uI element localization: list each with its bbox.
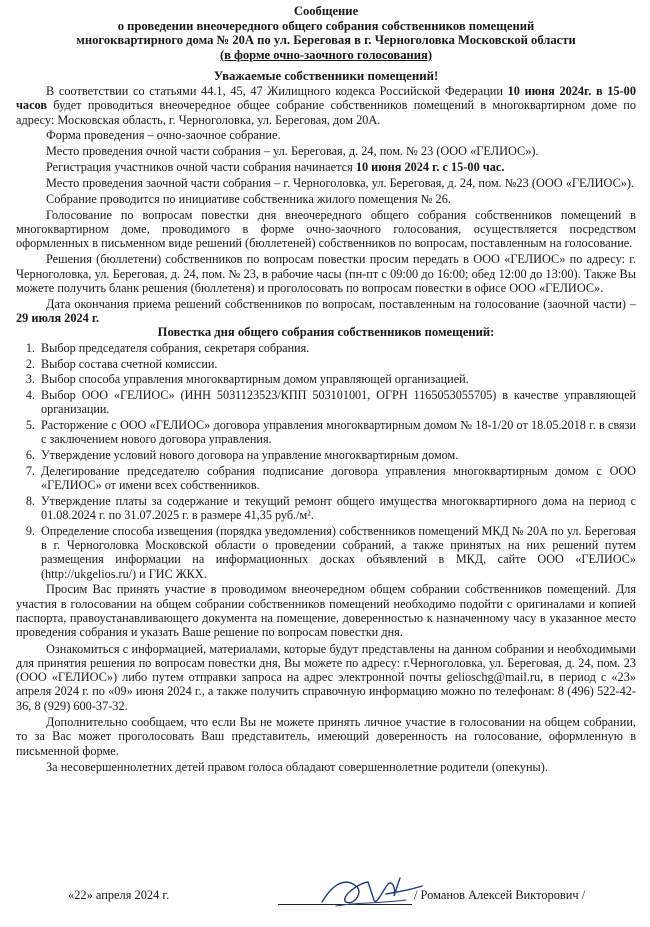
registration-datetime: 10 июня 2024 г. с 15-00 час. [355, 159, 505, 174]
agenda-item: 8. Утверждение платы за содержание и текущий ремонт общего имущества многоквартирного дома на период с 01.08.2024 г. по 31.07.2025 г. в размере 41,35 руб./м². [38, 494, 636, 522]
notice-date: «22» апреля 2024 г. [68, 888, 170, 902]
participate-paragraph: Просим Вас принять участие в проводимом внеочередном общем собрании собственников помещений. Для участия в голосовании на общем собрании собственников помещений необходимо подойти с оригиналами и копией паспорта, правоустанавливающего документа на помещение, доверенностью к назначенному часу в указанное место проведения собрания и указать Ваше решение по вопросам повестки дня. [16, 582, 636, 640]
remote-place-paragraph: Место проведения заочной части собрания – г. Черноголовка, ул. Береговая, д. 24, пом. №23 (ООО «ГЕЛИОС»). [46, 175, 635, 190]
intro-text-a: В соответствии со статьями 44.1, 45, 47 Жилищного кодекса Российской Федерации [46, 84, 508, 98]
header-line-1: Сообщение [293, 4, 359, 18]
header-line-2: о проведении внеочередного общего собрания собственников помещений [117, 18, 535, 33]
agenda-item: 5. Расторжение с ООО «ГЕЛИОС» договора управления многоквартирным домом № 18-1/20 от 18.05.2018 г. в связи с заключением нового договора управления. [38, 418, 636, 446]
meeting-datetime: 10 июня 2024г. в 15-00 часов [16, 84, 636, 113]
agenda-title: Повестка дня общего собрания собственников помещений: [157, 325, 495, 340]
deadline-text: Дата окончания приема решений собственников по вопросам, поставленным на голосование (заочной части) – [46, 296, 636, 311]
handwritten-signature-icon [316, 872, 426, 916]
header-line-4: (в форме очно-заочного голосования) [219, 47, 433, 62]
initiator-paragraph: Собрание проводится по инициативе собственника жилого помещения № 26. [46, 192, 451, 207]
agenda-item: 2. Выбор состава счетной комиссии. [38, 357, 636, 371]
intro-text-c: будет проводиться внеочередное общее собрание собственников помещений в многоквартирном доме по адресу: Московская область, г. Черноголовка, ул. Береговая, дом 20А. [16, 98, 636, 127]
form-paragraph: Форма проведения – очно-заочное собрание. [46, 128, 281, 143]
agenda-item: 4. Выбор ООО «ГЕЛИОС» (ИНН 5031123523/КПП 503101001, ОГРН 1165053055705) в качестве управляющей организации. [38, 388, 636, 416]
agenda-item: 9. Определение способа извещения (порядка уведомления) собственников помещений МКД № 20А по ул. Береговая в г. Черноголовка Московской области о проведении собраний, а также принятых на них решений путем размещения информации на информационных досках объявлений в МКД, сайте ООО «ГЕЛИОС» (http://ukgelios.ru/) и ГИС ЖКХ. [38, 524, 636, 581]
representative-paragraph: Дополнительно сообщаем, что если Вы не можете принять личное участие в голосовании на общем собрании, то за Вас может проголосовать Ваш представитель, имеющий доверенность на голосование, оформленную в письменной форме. [16, 715, 636, 758]
registration-text: Регистрация участников очной части собрания начинается [46, 159, 356, 174]
agenda-item: 6. Утверждение условий нового договора на управление многоквартирным домом. [38, 448, 636, 462]
agenda-item: 1. Выбор председателя собрания, секретаря собрания. [38, 341, 636, 355]
minors-paragraph: За несовершеннолетних детей правом голоса обладают совершеннолетние родители (опекуны). [46, 759, 548, 774]
agenda-item: 3. Выбор способа управления многоквартирным домом управляющей организацией. [38, 372, 636, 386]
deadline-paragraph [16, 297, 636, 326]
deadline-date: 29 июля 2024 г. [16, 310, 100, 325]
signer-name: / Романов Алексей Викторович / [414, 888, 586, 902]
registration-paragraph [16, 160, 636, 174]
agenda-list [16, 341, 636, 581]
notice-page [16, 4, 636, 902]
notice-header [16, 4, 636, 62]
inperson-place-paragraph: Место проведения очной части собрания – ул. Береговая, д. 24, пом. № 23 (ООО «ГЕЛИОС»). [46, 144, 539, 159]
header-line-3: многоквартирного дома № 20А по ул. Береговая в г. Черноголовка Московской области [76, 33, 576, 47]
intro-paragraph [16, 84, 636, 127]
ballots-paragraph: Решения (бюллетени) собственников по вопросам повестки просим передать в ООО «ГЕЛИОС» по адресу: г. Черноголовка, ул. Береговая, д. 24, пом. № 23, в рабочие часы (пн-пт с 09:00 до 16:00; обед 12:00 до 13:00). Также Вы можете получить бланк решения (бюллетеня) и проголосовать по вопросам повестки в офисе ООО «ГЕЛИОС». [16, 252, 636, 295]
greeting: Уважаемые собственники помещений! [213, 69, 439, 83]
signature-block [16, 884, 636, 924]
agenda-item: 7. Делегирование председателю собрания подписание договора управления многоквартирным домом с ООО «ГЕЛИОС» от имени всех собственников. [38, 464, 636, 492]
voting-paragraph: Голосование по вопросам повестки дня внеочередного общего собрания собственников помещений в многоквартирном доме, проводимого в форме очно-заочного голосования, осуществляется посредством оформленных в письменном виде решений (бюллетеней) собственников по вопросам, поставленным на голосование. [16, 207, 636, 251]
materials-paragraph: Ознакомиться с информацией, материалами, которые будут представлены на данном собрании и необходимыми для принятия решения по вопросам повестки дня, Вы можете по адресу: г.Черноголовка, ул. Береговая, д. 24, пом. 23 (ООО «ГЕЛИОС») либо путем отправки запроса на адрес электронной почты gelioschg@mail.ru, в период с «23» апреля 2024 г. по «09» июня 2024 г., а также получить справочную информацию можно по телефонам: 8 (496) 522-42-36, 8 (929) 600-37-32. [16, 641, 636, 713]
